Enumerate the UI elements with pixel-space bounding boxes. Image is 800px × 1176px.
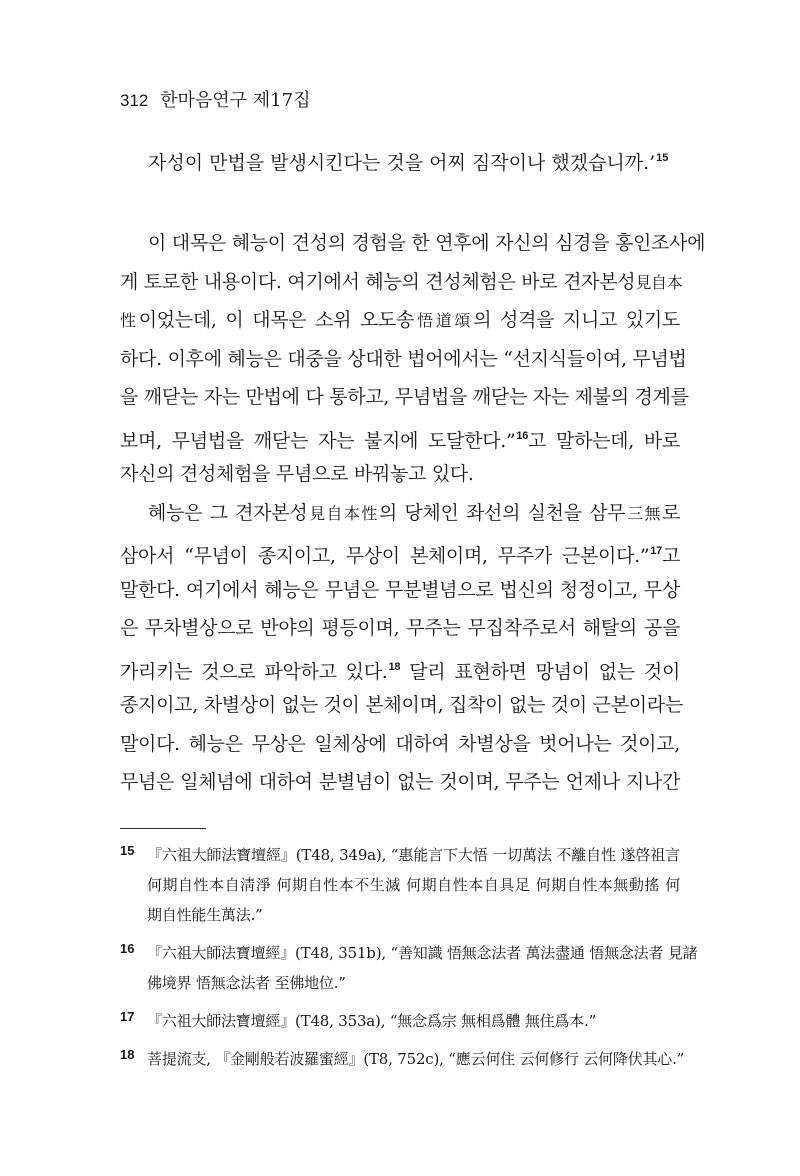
footnote-ref-17: 17 [650, 545, 662, 557]
footnote: 15 『六祖大師法寶壇經』(T48, 349a), “惠能言下大悟 一切萬法 不離自性 遂啓祖言 何期自性本自淸淨 何期自性本不生滅 何期自性本自具足 何期自性本無動搖 何 期自性能生萬法.” [120, 843, 680, 924]
text-line: 혜능은 그 견자본성見自本性의 당체인 좌선의 실천을 삼무三無로 [148, 501, 681, 524]
footnote: 17 『六祖大師法寶壇經』(T48, 353a), “無念爲宗 無相爲體 無住爲本.” [120, 1009, 597, 1030]
footnote-number: 18 [120, 1047, 135, 1062]
text-line: 종지이고, 차별상이 없는 것이 본체이며, 집착이 없는 것이 근본이라는 [120, 694, 683, 716]
footnote: 18 菩提流支, 『金剛般若波羅蜜經』(T8, 752c), “應云何住 云何修行 云何降伏其心.” [120, 1047, 685, 1068]
text-line: 무념은 일체념에 대하여 분별념이 없는 것이며, 무주는 언제나 지나간 [120, 771, 680, 793]
text-line: 은 무차별상으로 반야의 평등이며, 무주는 무집착주로서 해탈의 공을 [120, 617, 680, 639]
footnote: 16 『六祖大師法寶壇經』(T48, 351b), “善知識 悟無念法者 萬法盡通 悟無念法者 見諸 佛境界 悟無念法者 至佛地位.” [120, 941, 698, 992]
text-line: 자신의 견성체험을 무념으로 바꿔놓고 있다. [120, 463, 474, 485]
body-text [120, 228, 706, 806]
quote-text: 자성이 만법을 발생시킨다는 것을 어찌 짐작이나 했겠습니까.’ [148, 152, 656, 174]
running-header [120, 86, 310, 112]
footnote-number: 16 [120, 941, 135, 956]
footnote-divider [120, 828, 206, 829]
text-line: 게 토로한 내용이다. 여기에서 혜능의 견성체험은 바로 견자본성見自本 [120, 270, 683, 293]
text-line: 삼아서 “무념이 종지이고, 무상이 본체이며, 무주가 근본이다.”$^{17}$고 [120, 545, 680, 567]
journal-title: 한마음연구 제17집 [160, 90, 311, 111]
footnote-ref-15: 15 [656, 152, 669, 164]
quote-line [148, 148, 668, 175]
footnotes [120, 840, 698, 1082]
text-line: 이 대목은 혜능이 견성의 경험을 한 연후에 자신의 심경을 홍인조사에 [148, 232, 706, 254]
page-number: 312 [120, 91, 149, 110]
footnote-number: 15 [120, 843, 135, 858]
text-line: 말이다. 혜능은 무상은 일체상에 대하여 차별상을 벗어나는 것이고, [120, 732, 680, 755]
footnote-ref-18: 18 [388, 660, 401, 673]
footnote-ref-16: 16 [516, 429, 529, 442]
text-line: 하다. 이후에 혜능은 대중을 상대한 법어에서는 “선지식들이여, 무념법 [120, 347, 687, 370]
text-line: 을 깨닫는 자는 만법에 다 통하고, 무념법을 깨닫는 자는 제불의 경계를 [120, 386, 689, 408]
text-line: 보며, 무념법을 깨닫는 자는 불지에 도달한다.”$^{16}$고 말하는데, 바로 [120, 429, 680, 452]
text-line: 가리키는 것으로 파악하고 있다.$^{18}$ 달리 표현하면 망념이 없는 것이 [120, 660, 680, 683]
footnote-number: 17 [120, 1009, 135, 1024]
text-line: 性이었는데, 이 대목은 소위 오도송悟道頌의 성격을 지니고 있기도 [120, 309, 680, 331]
text-line: 말한다. 여기에서 혜능은 무념은 무분별념으로 법신의 청정이고, 무상 [120, 578, 680, 601]
